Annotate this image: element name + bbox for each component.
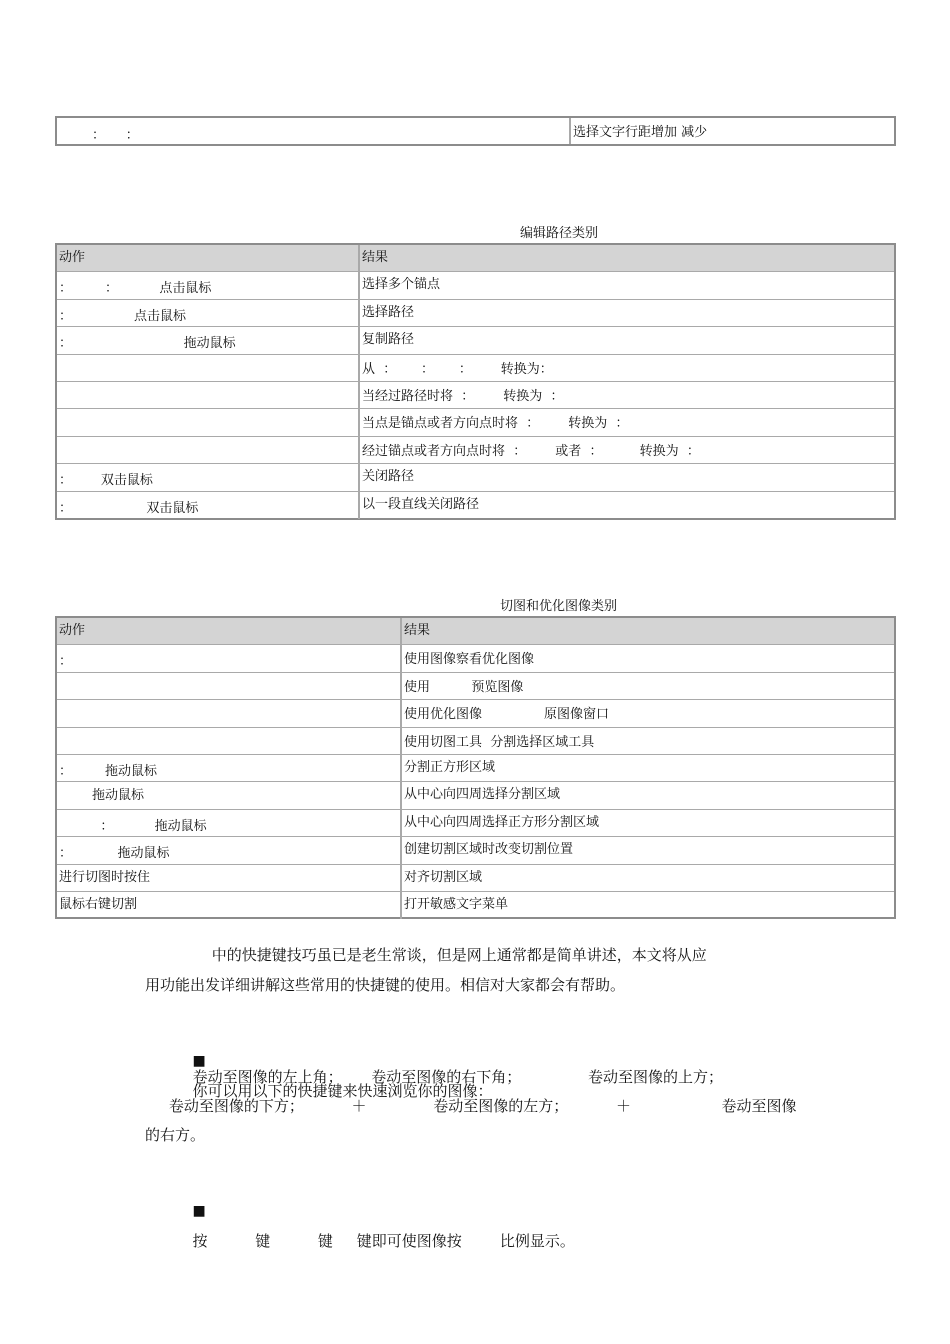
result-cell: 选择多个锚点 <box>362 277 441 293</box>
intro-paragraph-line-2: 用功能出发详细讲解这些常用的快捷键的使用。相信对大家都会有帮助。 <box>145 976 626 994</box>
result-cell: 当经过路径时将 ： 转换为 ： <box>362 388 564 404</box>
result-cell: 使用切图工具 分割选择区域工具 <box>404 734 595 750</box>
action-cell: ： <box>57 645 402 671</box>
intro-paragraph-line-1: 中的快捷键技巧虽已是老生常谈，但是网上通常都是简单讲述，本文将从应 <box>145 946 707 964</box>
action-cell <box>57 355 360 381</box>
result-cell: 从中心向四周选择分割区域 <box>404 787 561 803</box>
header-action: 动作 <box>57 245 360 271</box>
action-cell: ： ： <box>57 118 571 144</box>
result-cell: 对齐切割区域 <box>404 869 483 885</box>
slice-table-caption: 切图和优化图像类别 <box>500 599 618 614</box>
action-cell: ： 拖动鼠标 <box>57 810 402 836</box>
table-row <box>57 700 894 727</box>
result-cell: 以一段直线关闭路径 <box>362 496 480 512</box>
table-row <box>57 437 894 464</box>
action-cell <box>57 700 402 726</box>
action-cell: ： 拖动鼠标 <box>57 837 402 863</box>
result-cell: 选择文字行距增加 减少 <box>573 125 708 140</box>
table-row <box>57 355 894 382</box>
result-cell: 打开敏感文字菜单 <box>404 896 509 912</box>
action-cell: ： 拖动鼠标 <box>57 755 402 781</box>
action-cell: 进行切图时按住 <box>57 865 402 891</box>
result-cell: 使用 预览图像 <box>404 679 524 695</box>
table-row <box>57 327 894 354</box>
result-cell: 从中心向四周选择正方形分割区域 <box>404 814 600 830</box>
action-cell <box>57 673 402 699</box>
table-header-row <box>57 245 894 272</box>
action-cell <box>57 382 360 408</box>
table-row <box>57 892 894 919</box>
action-cell: ： ： 点击鼠标 <box>57 272 360 298</box>
result-cell: 经过锚点或者方向点时将 ： 或者 ： 转换为 ： <box>362 443 700 459</box>
action-cell: ： 双击鼠标 <box>57 464 360 490</box>
table-row <box>57 782 894 809</box>
table-row <box>57 728 894 755</box>
table-row <box>57 300 894 327</box>
action-cell <box>57 409 360 435</box>
top-table <box>55 116 896 146</box>
table-row <box>57 464 894 491</box>
scroll-shortcuts-line-1: 卷动至图像的左上角； 卷动至图像的右下角； 卷动至图像的上方； <box>145 1068 724 1086</box>
table-row <box>57 755 894 782</box>
action-cell: 鼠标右键切割 <box>57 892 402 919</box>
square-bullet-icon: ■ <box>192 1053 206 1069</box>
square-bullet-icon: ■ <box>192 1203 206 1219</box>
result-cell: 使用优化图像 原图像窗口 <box>404 707 609 723</box>
table-row <box>57 382 894 409</box>
result-cell: 使用图像察看优化图像 <box>404 652 535 668</box>
result-cell: 选择路径 <box>362 304 415 320</box>
table-row <box>57 492 894 519</box>
action-cell: 拖动鼠标 <box>57 782 402 808</box>
table-row <box>57 272 894 299</box>
action-cell: ： 拖动鼠标 <box>57 327 360 353</box>
scroll-shortcuts-line-3: 的右方。 <box>145 1126 206 1144</box>
table-row <box>57 865 894 892</box>
result-cell: 从 ： ： ： 转换为： <box>362 361 553 377</box>
table-row <box>57 810 894 837</box>
table-row <box>57 409 894 436</box>
action-cell: ： 双击鼠标 <box>57 492 360 519</box>
path-table-caption: 编辑路径类别 <box>520 226 599 241</box>
slice-table <box>55 616 896 919</box>
action-cell: ： 点击鼠标 <box>57 300 360 326</box>
table-header-row <box>57 618 894 645</box>
table-row <box>57 118 894 144</box>
result-cell: 关闭路径 <box>362 469 415 485</box>
scroll-shortcuts-line-2: 卷动至图像的下方； ＋ 卷动至图像的左方； ＋ 卷动至图像 <box>145 1097 797 1115</box>
result-cell: 分割正方形区域 <box>404 759 496 775</box>
path-table <box>55 243 896 520</box>
action-cell <box>57 728 402 754</box>
header-result: 结果 <box>362 250 389 265</box>
bullet-text: 按 键 键 键即可使图像按 比例显示。 <box>192 1232 575 1250</box>
result-cell: 复制路径 <box>362 332 415 348</box>
bullet-item-zoom <box>183 1165 575 1256</box>
action-cell <box>57 437 360 463</box>
table-row <box>57 837 894 864</box>
header-action: 动作 <box>57 618 402 644</box>
bullet-text: 你可以用以下的快捷键来快速浏览你的图像： <box>192 1082 493 1100</box>
table-row <box>57 645 894 672</box>
result-cell: 当点是锚点或者方向点时将 ： 转换为 ： <box>362 416 629 432</box>
result-cell: 创建切割区域时改变切割位置 <box>404 842 574 858</box>
header-result: 结果 <box>404 623 431 638</box>
table-row <box>57 673 894 700</box>
